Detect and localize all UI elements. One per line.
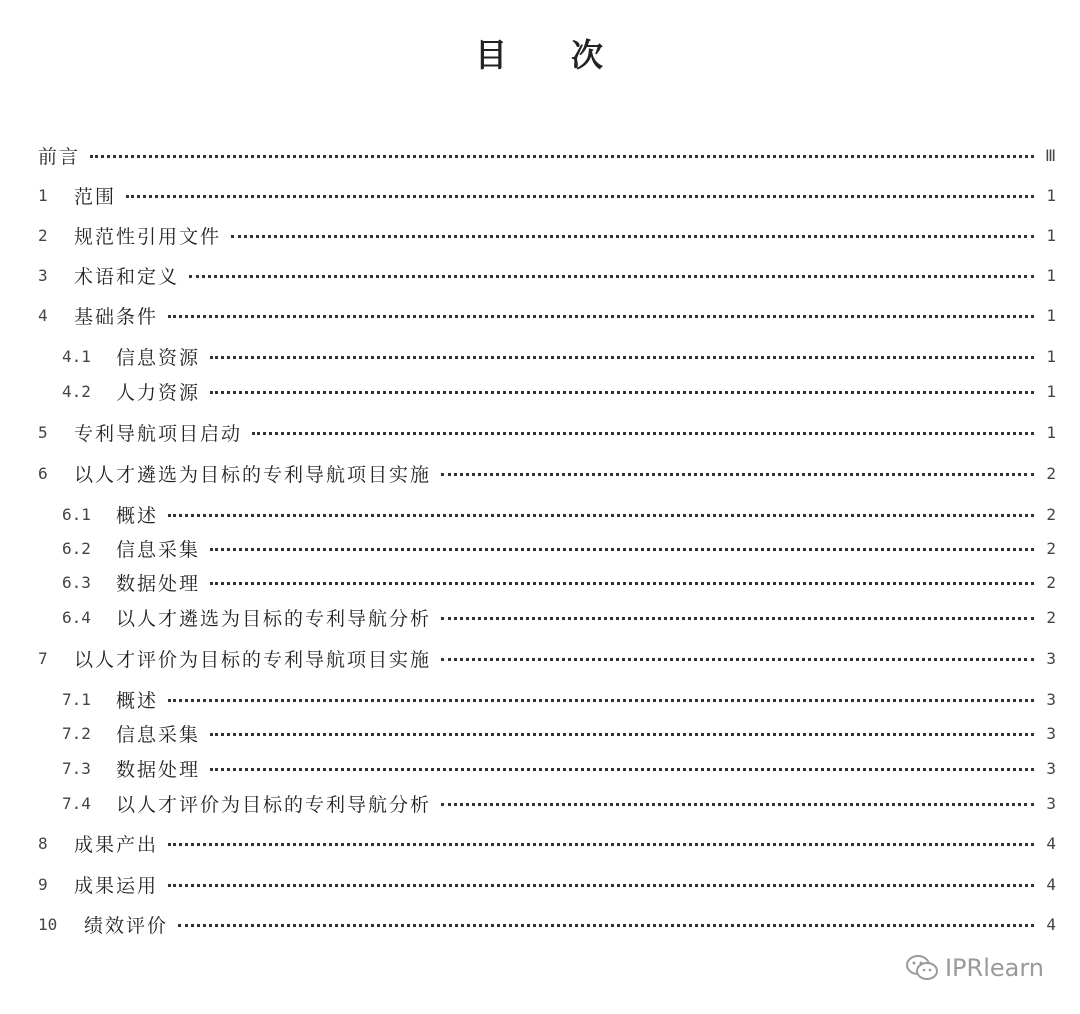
toc-label: 信息采集 — [116, 723, 201, 746]
toc-leader-dots — [210, 346, 1034, 366]
toc-label: 成果产出 — [74, 833, 159, 856]
toc-label: 术语和定义 — [74, 265, 180, 288]
toc-page-number: 3 — [1046, 723, 1056, 743]
toc-row — [0, 829, 1080, 857]
toc-row — [0, 789, 1080, 817]
toc-label: 以人才遴选为目标的专利导航项目实施 — [74, 463, 432, 486]
toc-label: 范围 — [74, 185, 117, 208]
toc-page-number: 1 — [1046, 305, 1056, 325]
toc-row — [0, 500, 1080, 528]
toc-row — [0, 141, 1080, 169]
toc-row — [0, 644, 1080, 672]
toc-row — [0, 910, 1080, 938]
toc-label: 数据处理 — [116, 572, 201, 595]
toc-row — [0, 221, 1080, 249]
toc-page-number: 1 — [1046, 422, 1056, 442]
toc-label: 信息资源 — [116, 346, 201, 369]
toc-label: 人力资源 — [116, 381, 201, 404]
toc-row — [0, 603, 1080, 631]
toc-page-number: 3 — [1046, 648, 1056, 668]
toc-number: 7 — [38, 648, 48, 668]
toc-page-number: 1 — [1046, 346, 1056, 366]
toc-row — [0, 568, 1080, 596]
toc-leader-dots — [210, 723, 1034, 743]
toc-leader-dots — [210, 758, 1034, 778]
toc-label: 数据处理 — [116, 758, 201, 781]
toc-label: 规范性引用文件 — [74, 225, 222, 248]
toc-leader-dots — [178, 914, 1034, 934]
toc-page-number: 3 — [1046, 793, 1056, 813]
toc-row — [0, 377, 1080, 405]
watermark — [905, 954, 1044, 982]
toc-label: 前言 — [38, 145, 81, 168]
toc-page-number: 3 — [1046, 758, 1056, 778]
toc-leader-dots — [126, 185, 1034, 205]
toc-number: 2 — [38, 225, 48, 245]
toc-leader-dots — [168, 504, 1034, 524]
toc-leader-dots — [252, 422, 1034, 442]
toc-page-number: 4 — [1046, 874, 1056, 894]
toc-leader-dots — [210, 538, 1034, 558]
toc-label: 概述 — [116, 504, 159, 527]
toc-page-number: 4 — [1046, 833, 1056, 853]
toc-leader-dots — [441, 607, 1034, 627]
watermark-text: IPRlearn — [944, 954, 1044, 982]
toc-row — [0, 870, 1080, 898]
toc-label: 以人才评价为目标的专利导航项目实施 — [74, 648, 432, 671]
toc-leader-dots — [90, 145, 1034, 165]
toc-page-number: Ⅲ — [1044, 145, 1056, 165]
toc-number: 6.4 — [62, 607, 91, 627]
toc-page-number: 2 — [1046, 572, 1056, 592]
toc-label: 基础条件 — [74, 305, 159, 328]
toc-leader-dots — [210, 572, 1034, 592]
toc-number: 7.2 — [62, 723, 91, 743]
toc-number: 5 — [38, 422, 48, 442]
toc-number: 7.4 — [62, 793, 91, 813]
toc-page-number: 2 — [1046, 607, 1056, 627]
toc-row — [0, 719, 1080, 747]
toc-leader-dots — [168, 305, 1034, 325]
toc-row — [0, 534, 1080, 562]
toc-number: 7.3 — [62, 758, 91, 778]
toc-leader-dots — [168, 874, 1034, 894]
toc-number: 10 — [38, 914, 58, 934]
toc-page-number: 1 — [1046, 265, 1056, 285]
toc-label: 绩效评价 — [84, 914, 169, 937]
toc-leader-dots — [210, 381, 1034, 401]
toc-page-number: 4 — [1046, 914, 1056, 934]
toc-number: 6.2 — [62, 538, 91, 558]
toc-leader-dots — [441, 463, 1034, 483]
toc-number: 4.1 — [62, 346, 91, 366]
toc-row — [0, 754, 1080, 782]
toc-leader-dots — [168, 833, 1034, 853]
toc-leader-dots — [189, 265, 1034, 285]
toc-row — [0, 261, 1080, 289]
toc-page-number: 1 — [1046, 225, 1056, 245]
toc-row — [0, 459, 1080, 487]
toc-row — [0, 685, 1080, 713]
wechat-icon — [905, 954, 939, 982]
toc-label: 信息采集 — [116, 538, 201, 561]
page-title-right: 次 — [571, 36, 606, 74]
toc-label: 概述 — [116, 689, 159, 712]
toc-row — [0, 301, 1080, 329]
toc-number: 7.1 — [62, 689, 91, 709]
toc-label: 以人才遴选为目标的专利导航分析 — [116, 607, 432, 630]
toc-number: 3 — [38, 265, 48, 285]
toc-row — [0, 181, 1080, 209]
toc-number: 8 — [38, 833, 48, 853]
page-title-left: 目 — [474, 36, 509, 74]
toc-leader-dots — [231, 225, 1034, 245]
toc-page-number: 2 — [1046, 504, 1056, 524]
toc-label: 专利导航项目启动 — [74, 422, 243, 445]
toc-number: 1 — [38, 185, 48, 205]
toc-page-number: 3 — [1046, 689, 1056, 709]
toc-label: 以人才评价为目标的专利导航分析 — [116, 793, 432, 816]
toc-page-number: 2 — [1046, 463, 1056, 483]
toc-page-number: 2 — [1046, 538, 1056, 558]
page-title — [0, 30, 1080, 76]
toc-leader-dots — [441, 648, 1034, 668]
toc-number: 6.3 — [62, 572, 91, 592]
toc-label: 成果运用 — [74, 874, 159, 897]
toc-page-number: 1 — [1046, 381, 1056, 401]
toc-number: 9 — [38, 874, 48, 894]
toc-leader-dots — [441, 793, 1034, 813]
toc-number: 4.2 — [62, 381, 91, 401]
toc-leader-dots — [168, 689, 1034, 709]
toc-number: 4 — [38, 305, 48, 325]
toc-page-number: 1 — [1046, 185, 1056, 205]
toc-number: 6 — [38, 463, 48, 483]
toc-number: 6.1 — [62, 504, 91, 524]
toc-row — [0, 418, 1080, 446]
toc-row — [0, 342, 1080, 370]
